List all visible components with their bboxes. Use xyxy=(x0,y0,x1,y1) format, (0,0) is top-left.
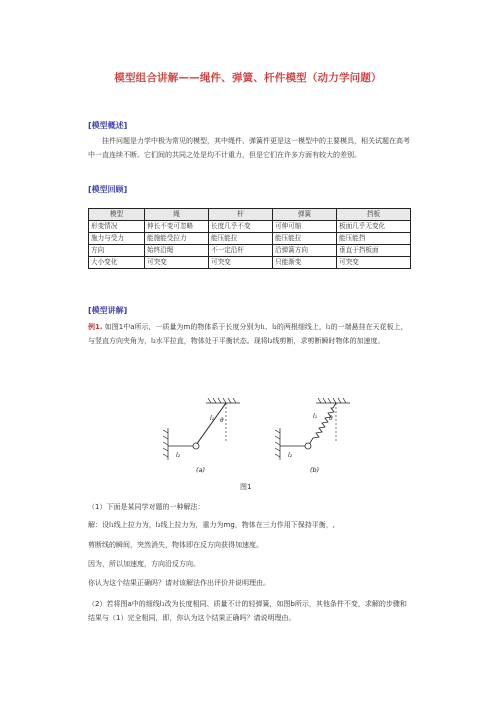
table-cell: 形变情况 xyxy=(89,221,145,233)
table-cell: 能压能拉 xyxy=(209,233,273,245)
example-label: 例1. xyxy=(88,323,103,331)
table-row xyxy=(89,233,411,245)
table-row xyxy=(89,257,411,269)
table-header-cell: 模型 xyxy=(89,209,145,221)
explain-heading: [模型讲解] xyxy=(88,306,128,315)
table-cell: 方向 xyxy=(89,245,145,257)
example-paragraph xyxy=(88,321,410,348)
spring-l1-b xyxy=(308,403,336,445)
question-line: 因为，所以加速度，方向沿反方向。 xyxy=(88,560,200,568)
wall-a xyxy=(163,428,168,460)
model-table xyxy=(88,208,411,269)
ceiling-a xyxy=(206,398,240,403)
table-cell: 始终沿绳 xyxy=(145,245,209,257)
figure-1 xyxy=(150,398,360,488)
table-cell: 伸长不变可忽略 xyxy=(145,221,209,233)
table-cell: 可突变 xyxy=(145,257,209,269)
wall-b xyxy=(275,428,280,460)
question-line: （1）下面是某同学对题的一种解法： xyxy=(88,503,205,511)
page-title: 模型组合讲解——绳件、弹簧、杆件模型（动力学问题） xyxy=(114,72,382,84)
label-l2-b: l₂ xyxy=(288,452,293,459)
label-l1-a: l₁ xyxy=(210,415,215,422)
question-line: 你认为这个结果正确吗？请对该解法作出评价并说明理由。 xyxy=(88,579,270,587)
question-paragraph: （2）若将图a中的细线l₁改为长度相同、质量不计的轻弹簧，如图b所示，其他条件不变，求解的步骤和结果与（1）完全相同，即，你认为这个结果正确吗？请说明理由。 xyxy=(88,600,407,622)
table-cell: 沿弹簧方向 xyxy=(273,245,337,257)
table-cell: 可突变 xyxy=(209,257,273,269)
table-cell: 只能渐变 xyxy=(273,257,337,269)
table-cell: 施力与受力 xyxy=(89,233,145,245)
table-header-cell: 绳 xyxy=(145,209,209,221)
figure-caption: 图1 xyxy=(240,483,252,491)
table-cell: 能压能挡 xyxy=(337,233,411,245)
table-row xyxy=(89,245,411,257)
table-cell: 长度几乎不变 xyxy=(209,221,273,233)
table-cell: 板面几乎无变化 xyxy=(337,221,411,233)
mass-a xyxy=(193,443,199,449)
question-line: 解：设l₁线上拉力为，l₂线上拉力为，重力为mg，物体在三力作用下保持平衡，, xyxy=(88,521,335,529)
label-l1-b: l₁ xyxy=(313,413,318,420)
label-theta-a: θ xyxy=(220,417,224,424)
mass-b xyxy=(305,443,311,449)
label-l2-a: l₂ xyxy=(176,452,181,459)
example-text: 如图1中a所示，一质量为m的物体系于长度分别为l₁、l₂的两根细线上，l₁的一端悬挂在天花板上，与竖直方向夹角为，l₂水平拉直，物体处于平衡状态。现将l₂线剪断，求剪断瞬时物体的加速度。 xyxy=(88,323,408,345)
table-cell: 可突变 xyxy=(337,257,411,269)
table-cell: 不一定沿杆 xyxy=(209,245,273,257)
string-l1-a xyxy=(196,403,226,445)
table-cell: 大小变化 xyxy=(89,257,145,269)
table-cell: 可伸可缩 xyxy=(273,221,337,233)
table-row xyxy=(89,221,411,233)
review-heading: [模型回顾] xyxy=(88,185,128,194)
ceiling-b xyxy=(316,398,350,403)
table-cell: 能压能拉 xyxy=(273,233,337,245)
table-header-cell: 挡板 xyxy=(337,209,411,221)
table-cell: 能施能受拉力 xyxy=(145,233,209,245)
label-b: (b) xyxy=(310,466,320,474)
label-theta-b: θ xyxy=(329,415,333,422)
table-header-row xyxy=(89,209,411,221)
label-a: (a) xyxy=(196,466,206,474)
table-header-cell: 弹簧 xyxy=(273,209,337,221)
table-header-cell: 杆 xyxy=(209,209,273,221)
overview-text: 挂件问题是力学中极为常见的模型，其中绳件、弹簧件更是这一模型中的主要模具，相关试题在高考中一直连续不断。它们间的共同之处是均不计重力，但是它们在许多方面有较大的差别。 xyxy=(88,137,410,159)
overview-heading: [模型概述] xyxy=(88,121,128,130)
question-line: 剪断线的瞬间，突然消失，物体即在反方向获得加速度。 xyxy=(88,541,263,549)
table-cell: 垂直于挡板面 xyxy=(337,245,411,257)
